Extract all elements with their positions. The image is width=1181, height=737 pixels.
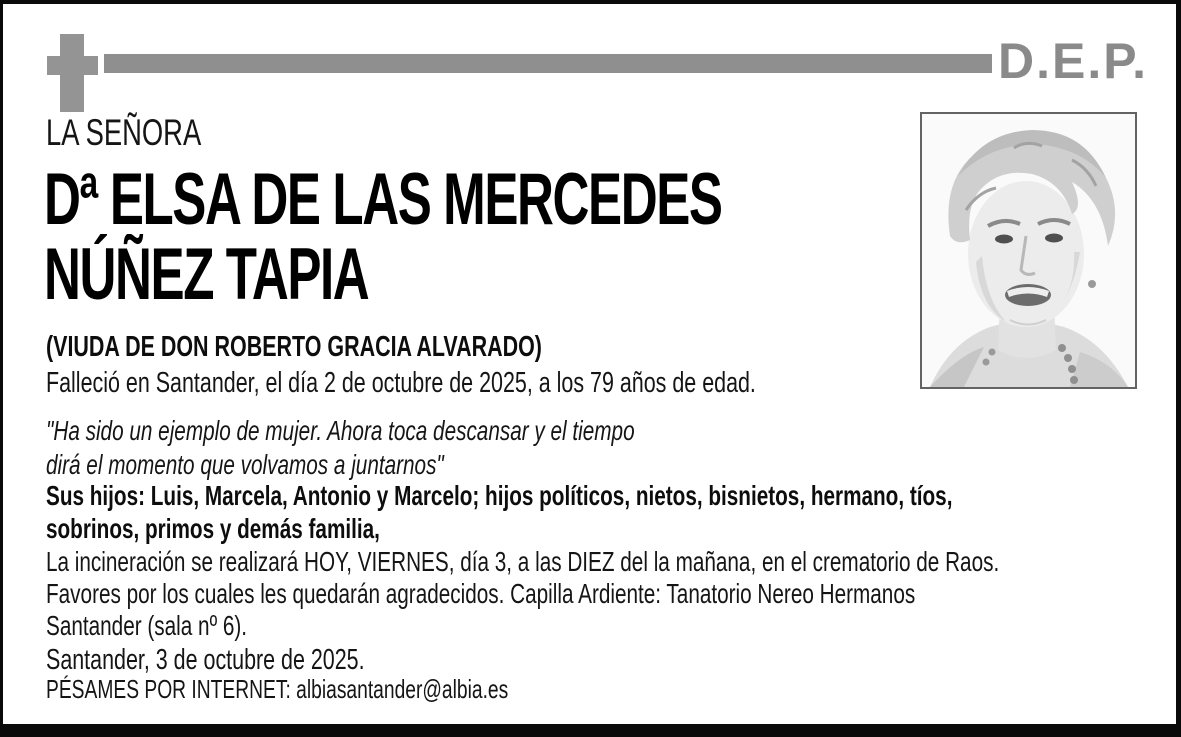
pre-title	[46, 112, 256, 154]
frame-border-top	[0, 0, 1181, 4]
frame-border-bottom	[0, 724, 1181, 737]
dateline: Santander, 3 de octubre de 2025.	[46, 644, 365, 676]
dep-label: D.E.P.	[998, 33, 1149, 89]
death-line: Falleció en Santander, el día 2 de octubre de 2025, a los 79 años de edad.	[46, 367, 756, 399]
family-line	[46, 479, 1181, 545]
ceremony-details	[46, 546, 1181, 642]
family-line1: Sus hijos: Luis, Marcela, Antonio y Marcelo; hijos políticos, nietos, bisnietos, hermano, tíos,	[46, 480, 953, 511]
frame-border-left	[0, 0, 3, 737]
memorial-quote	[46, 414, 841, 482]
widow-line: (VIUDA DE DON ROBERTO GRACIA ALVARADO)	[46, 331, 542, 363]
memorial-quote-line2: dirá el momento que volvamos a juntarnos"	[46, 449, 444, 480]
deceased-name-line1: Dª ELSA DE LAS MERCEDES	[44, 159, 722, 240]
ceremony-line1: La incineración se realizará HOY, VIERNES, día 3, a las DIEZ del la mañana, en el crematorio de Raos.	[46, 546, 1000, 577]
family-line2: sobrinos, primos y demás familia,	[46, 513, 380, 544]
deceased-name-line2: NÚÑEZ TAPIA	[44, 234, 369, 315]
condolences-line: PÉSAMES POR INTERNET: albiasantander@albia.es	[46, 674, 509, 704]
pre-title-text: LA SEÑORA	[46, 112, 202, 153]
header-divider-bar	[104, 54, 992, 73]
memorial-quote-line1: "Ha sido un ejemplo de mujer. Ahora toca descansar y el tiempo	[46, 415, 635, 446]
deceased-name	[44, 159, 1012, 315]
ceremony-line3: Santander (sala nº 6).	[46, 610, 248, 641]
ceremony-line2: Favores por los cuales les quedarán agradecidos. Capilla Ardiente: Tanatorio Nereo Hermanos	[46, 578, 916, 609]
